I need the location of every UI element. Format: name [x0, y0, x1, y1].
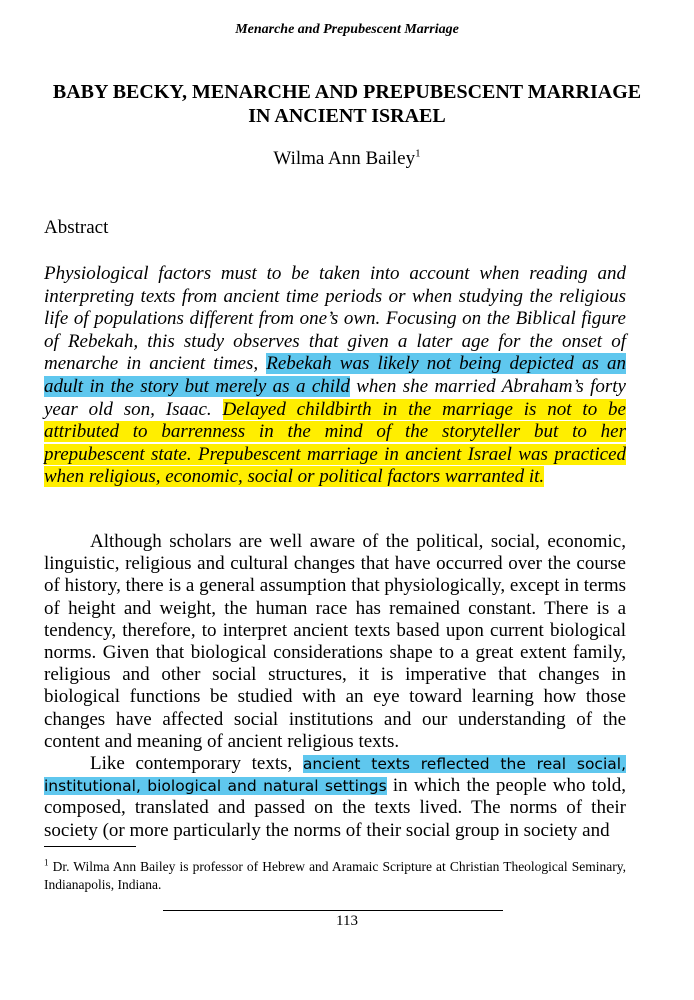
body-paragraph-1: Although scholars are well aware of the political, social, economic, linguistic, religious and cultural changes that have occurred over the course of history, there is a general assumption that physiologically, except in terms of height and weight, the human race has remained constant. There is a tendency, therefore, to interpret ancient texts based upon current biological norms. Given that biological considerations shape to a great extent family, religious and other social structures, it is imperative that changes in biological functions be studied with an eye toward learning how those changes have affected social institutions and our understanding of the content and meaning of ancient religious texts.: [44, 531, 626, 752]
paragraph-2-highlight-blue: ancient texts reflected the real social, institutional, biological and natural settings: [44, 755, 626, 796]
footnote-mark: 1: [44, 857, 49, 868]
page-number-rule: [163, 910, 503, 911]
abstract-highlight-yellow: Delayed childbirth in the marriage is not to be attributed to barrenness in the mind of the storyteller but to her prepubescent state. Prepubescent marriage in ancient Israel was practiced when religious, economic, social or political factors warranted it.: [44, 398, 626, 488]
page-number: 113: [336, 913, 358, 929]
footnote-text: Dr. Wilma Ann Bailey is professor of Hebrew and Aramaic Scripture at Christian Theological Seminary, Indianapolis, Indiana.: [44, 859, 626, 892]
article-title: [30, 80, 664, 128]
paragraph-2-start: Like contemporary texts,: [90, 753, 303, 775]
footnote-separator: [44, 846, 136, 847]
abstract-part-2: when she married Abraham’s forty year old son, Isaac.: [44, 375, 626, 420]
title-line-1: BABY BECKY, MENARCHE AND PREPUBESCENT MARRIAGE: [52, 81, 642, 103]
paragraph-2-end: in which the people who told, composed, translated and passed on the texts lived. The norms of their society (or more particularly the norms of their social group in society and: [44, 775, 626, 841]
running-head: Menarche and Prepubescent Marriage: [235, 22, 459, 37]
body-text: [44, 531, 626, 842]
author-name: Wilma Ann Bailey: [273, 148, 416, 169]
author-footnote-mark[interactable]: 1: [415, 147, 421, 160]
title-line-2: IN ANCIENT ISRAEL: [248, 105, 446, 127]
abstract-text: [44, 263, 626, 489]
abstract-part-1: Physiological factors must to be taken into account when reading and interpreting texts from ancient time periods or when studying the religious life of populations different from one’s own. Focusing on the Biblical figure of Rebekah, this study observes that given a later age for the onset of menarche in ancient times,: [44, 263, 626, 375]
author-line: [0, 148, 694, 170]
abstract-highlight-blue: Rebekah was likely not being depicted as an adult in the story but merely as a child: [44, 353, 626, 397]
abstract-heading: Abstract: [44, 217, 109, 238]
body-paragraph-2: [44, 753, 626, 842]
footnote: [44, 858, 626, 894]
